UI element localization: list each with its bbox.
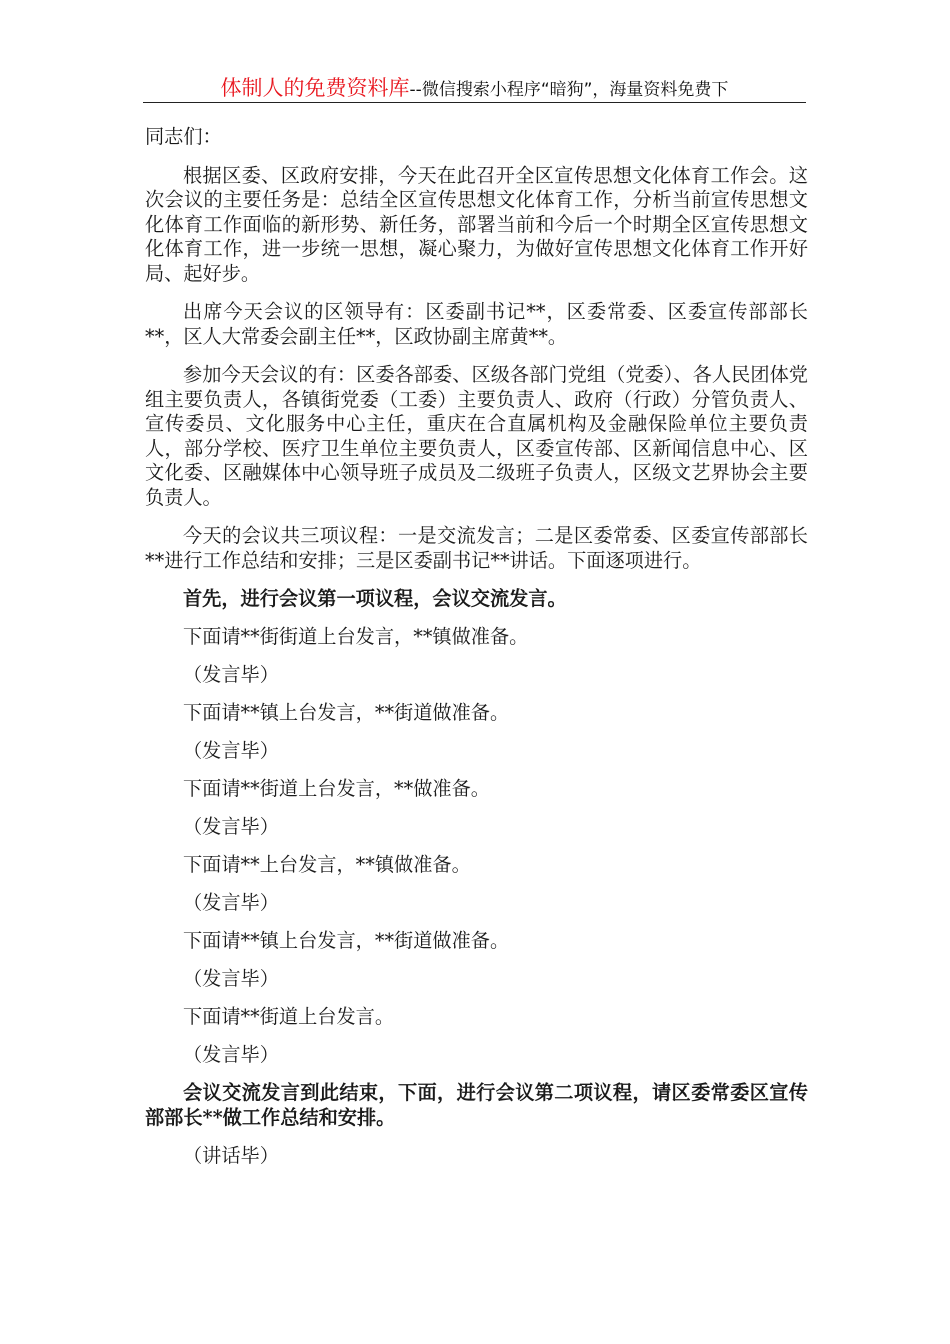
page-header xyxy=(143,72,806,103)
paragraph-participants: 参加今天会议的有：区委各部委、区级各部门党组（党委）、各人民团体党组主要负责人，各镇街党委（工委）主要负责人、政府（行政）分管负责人、宣传委员、文化服务中心主任，重庆在合直属机构及金融保险单位主要负责人，部分学校、医疗卫生单位主要负责人，区委宣传部、区新闻信息中心、区文化委、区融媒体中心领导班子成员及二级班子负责人，区级文艺界协会主要负责人。 xyxy=(145,363,808,509)
speech-done-5: （发言毕） xyxy=(183,967,279,990)
speech-line-6: 下面请**街道上台发言。 xyxy=(183,1005,395,1028)
speech-done-1: （发言毕） xyxy=(183,663,279,686)
header-brand: 体制人的免费资料库 xyxy=(220,76,410,100)
speech-line-5: 下面请**镇上台发言，**街道做准备。 xyxy=(183,929,510,952)
speech-done-6: （发言毕） xyxy=(183,1043,279,1066)
speech-line-3: 下面请**街道上台发言，**做准备。 xyxy=(183,777,490,800)
document-body xyxy=(145,125,808,1182)
salutation: 同志们： xyxy=(145,125,222,148)
agenda-item-1: 首先，进行会议第一项议程，会议交流发言。 xyxy=(183,587,567,610)
speech-done-4: （发言毕） xyxy=(183,891,279,914)
speech-line-4: 下面请**上台发言，**镇做准备。 xyxy=(183,853,471,876)
speech-line-2: 下面请**镇上台发言，**街道做准备。 xyxy=(183,701,510,724)
paragraph-attending-leaders: 出席今天会议的区领导有：区委副书记**，区委常委、区委宣传部部长**，区人大常委会副主任**，区政协副主席黄**。 xyxy=(145,300,808,348)
speech-line-1: 下面请**街街道上台发言，**镇做准备。 xyxy=(183,625,529,648)
speech-done-3: （发言毕） xyxy=(183,815,279,838)
paragraph-agenda: 今天的会议共三项议程：一是交流发言；二是区委常委、区委宣传部部长**进行工作总结和安排；三是区委副书记**讲话。下面逐项进行。 xyxy=(145,524,808,572)
speech-done-2: （发言毕） xyxy=(183,739,279,762)
header-tagline: --微信搜索小程序“暗狗”，海量资料免费下 xyxy=(409,80,729,100)
speech-done-7: （讲话毕） xyxy=(183,1144,279,1167)
agenda-item-2: 会议交流发言到此结束，下面，进行会议第二项议程，请区委常委区宣传部部长**做工作总结和安排。 xyxy=(145,1081,808,1129)
paragraph-purpose: 根据区委、区政府安排，今天在此召开全区宣传思想文化体育工作会。这次会议的主要任务是：总结全区宣传思想文化体育工作，分析当前宣传思想文化体育工作面临的新形势、新任务，部署当前和今后一个时期全区宣传思想文化体育工作，进一步统一思想，凝心聚力，为做好宣传思想文化体育工作开好局、起好步。 xyxy=(145,163,808,285)
